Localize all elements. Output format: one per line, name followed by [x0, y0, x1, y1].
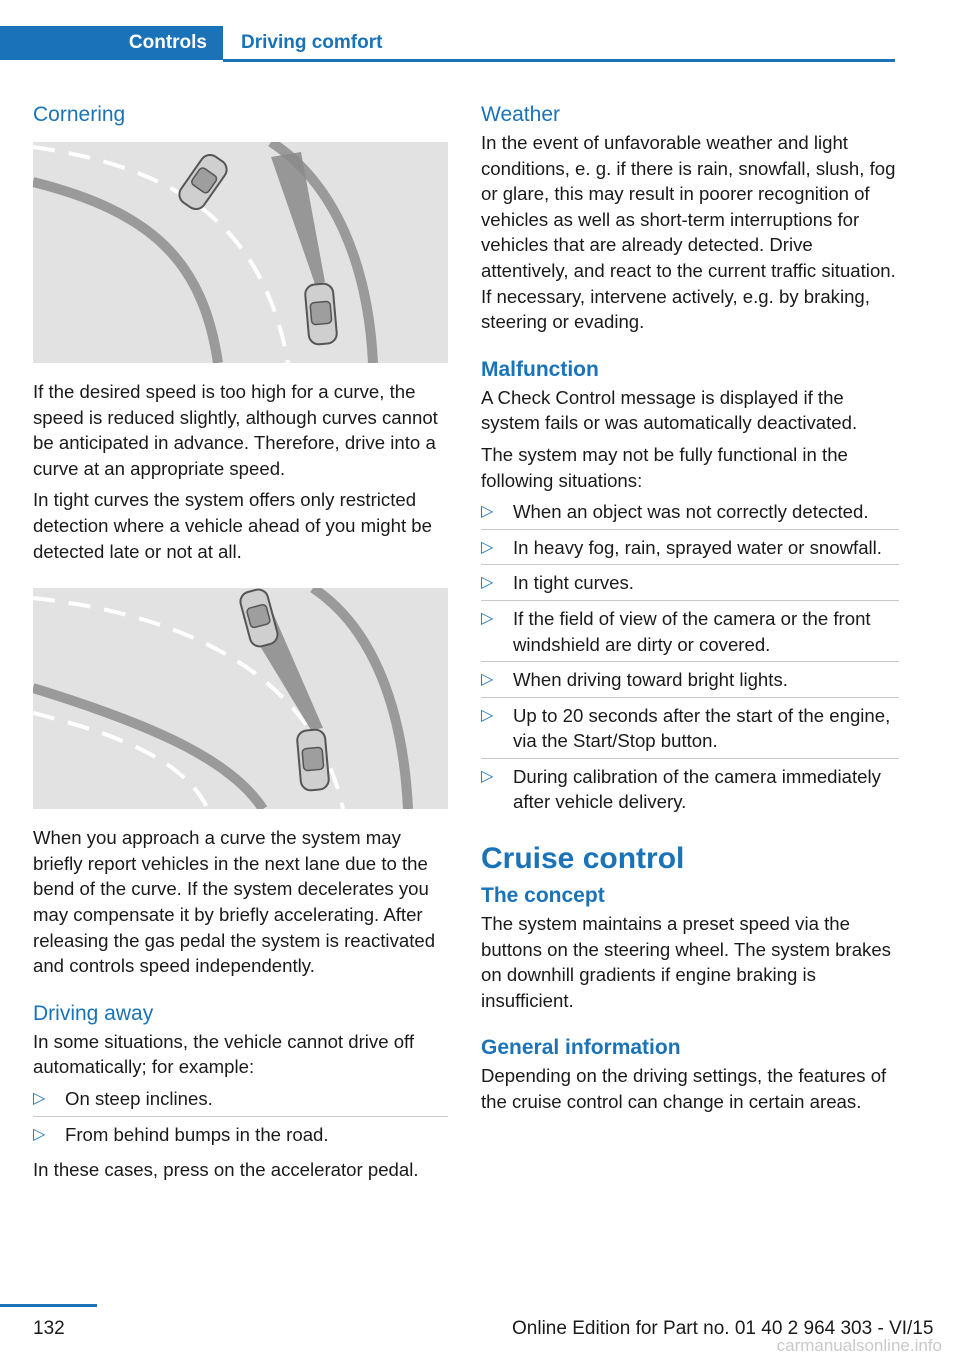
footer-rule [0, 1304, 97, 1307]
cornering-illustration [33, 142, 448, 363]
list-item: ▷ When an object was not correctly detected. [481, 499, 899, 530]
triangle-bullet-icon: ▷ [481, 706, 494, 724]
watermark: carmanualsonline.info [776, 1336, 942, 1355]
list-item: ▷ During calibration of the camera immediately after vehicle delivery. [481, 765, 881, 813]
concept-heading: The concept [481, 884, 605, 908]
general-information-heading: General information [481, 1036, 681, 1060]
cornering-heading: Cornering [33, 103, 126, 126]
triangle-bullet-icon: ▷ [481, 503, 494, 521]
general-information-paragraph: Depending on the driving settings, the features of the cruise control can change in certain areas. [481, 1065, 887, 1113]
lane-curve-illustration [33, 588, 448, 809]
malfunction-heading: Malfunction [481, 357, 599, 381]
driving-away-heading: Driving away [33, 1001, 154, 1025]
cruise-control-heading: Cruise control [481, 842, 685, 876]
malfunction-list [481, 499, 899, 819]
section-tab-controls: Controls [0, 26, 223, 60]
triangle-bullet-icon: ▷ [481, 574, 494, 592]
left-column [33, 100, 448, 1189]
triangle-bullet-icon: ▷ [481, 609, 494, 627]
list-item: ▷ From behind bumps in the road. [33, 1122, 448, 1152]
triangle-bullet-icon: ▷ [481, 767, 494, 785]
list-item: ▷ If the field of view of the camera or the front windshield are dirty or covered. [481, 606, 899, 662]
driving-away-paragraph: In some situations, the vehicle cannot drive off automatically; for example: [33, 1030, 415, 1078]
cornering-paragraph-1: If the desired speed is too high for a curve, the speed is reduced slightly, although curves cannot be anticipated in advance. Therefore, drive into a curve at an appropriate speed. [33, 381, 438, 479]
section-tab-driving-comfort: Driving comfort [241, 32, 383, 53]
curve-paragraph: When you approach a curve the system may briefly report vehicles in the next lane due to the bend of the curve. If the system decelerates you may compensate it by briefly accelerating. After releasing the gas pedal the system is reactivated and controls speed independently. [33, 827, 436, 977]
malfunction-paragraph-1: A Check Control message is displayed if the system fails or was automatically deactivated. [481, 386, 858, 434]
page-header [0, 26, 895, 62]
weather-heading: Weather [481, 103, 560, 126]
weather-paragraph: In the event of unfavorable weather and light conditions, e. g. if there is rain, snowfall, slush, fog or glare, this may result in poorer recognition of vehicles as well as short-term interruptions for vehicles that are already detected. Drive attentively, and react to the current traffic situation. If necessary, intervene actively, e.g. by braking, steering or evading. [481, 132, 896, 333]
header-rule [223, 59, 895, 62]
page-number: 132 [33, 1318, 65, 1339]
triangle-bullet-icon: ▷ [33, 1089, 46, 1107]
list-item: ▷ On steep inclines. [33, 1086, 448, 1117]
triangle-bullet-icon: ▷ [481, 671, 494, 689]
list-item: ▷ When driving toward bright lights. [481, 667, 899, 698]
concept-paragraph: The system maintains a preset speed via the buttons on the steering wheel. The system brakes on downhill gradients if engine braking is insufficient. [481, 913, 891, 1011]
list-item: ▷ Up to 20 seconds after the start of the engine, via the Start/Stop button. [481, 703, 899, 759]
triangle-bullet-icon: ▷ [481, 538, 494, 556]
right-column [481, 100, 899, 1121]
triangle-bullet-icon: ▷ [33, 1125, 46, 1143]
cornering-paragraph-2: In tight curves the system offers only restricted detection where a vehicle ahead of you might be detected late or not at all. [33, 489, 432, 562]
edition-note: Online Edition for Part no. 01 40 2 964 303 - VI/15 [512, 1318, 934, 1339]
list-item: ▷ In heavy fog, rain, sprayed water or snowfall. [481, 535, 899, 566]
list-item: ▷ In tight curves. [481, 570, 899, 601]
driving-away-after: In these cases, press on the accelerator pedal. [33, 1159, 419, 1181]
driving-away-list [33, 1086, 448, 1151]
malfunction-paragraph-2: The system may not be fully functional in the following situations: [481, 443, 848, 491]
